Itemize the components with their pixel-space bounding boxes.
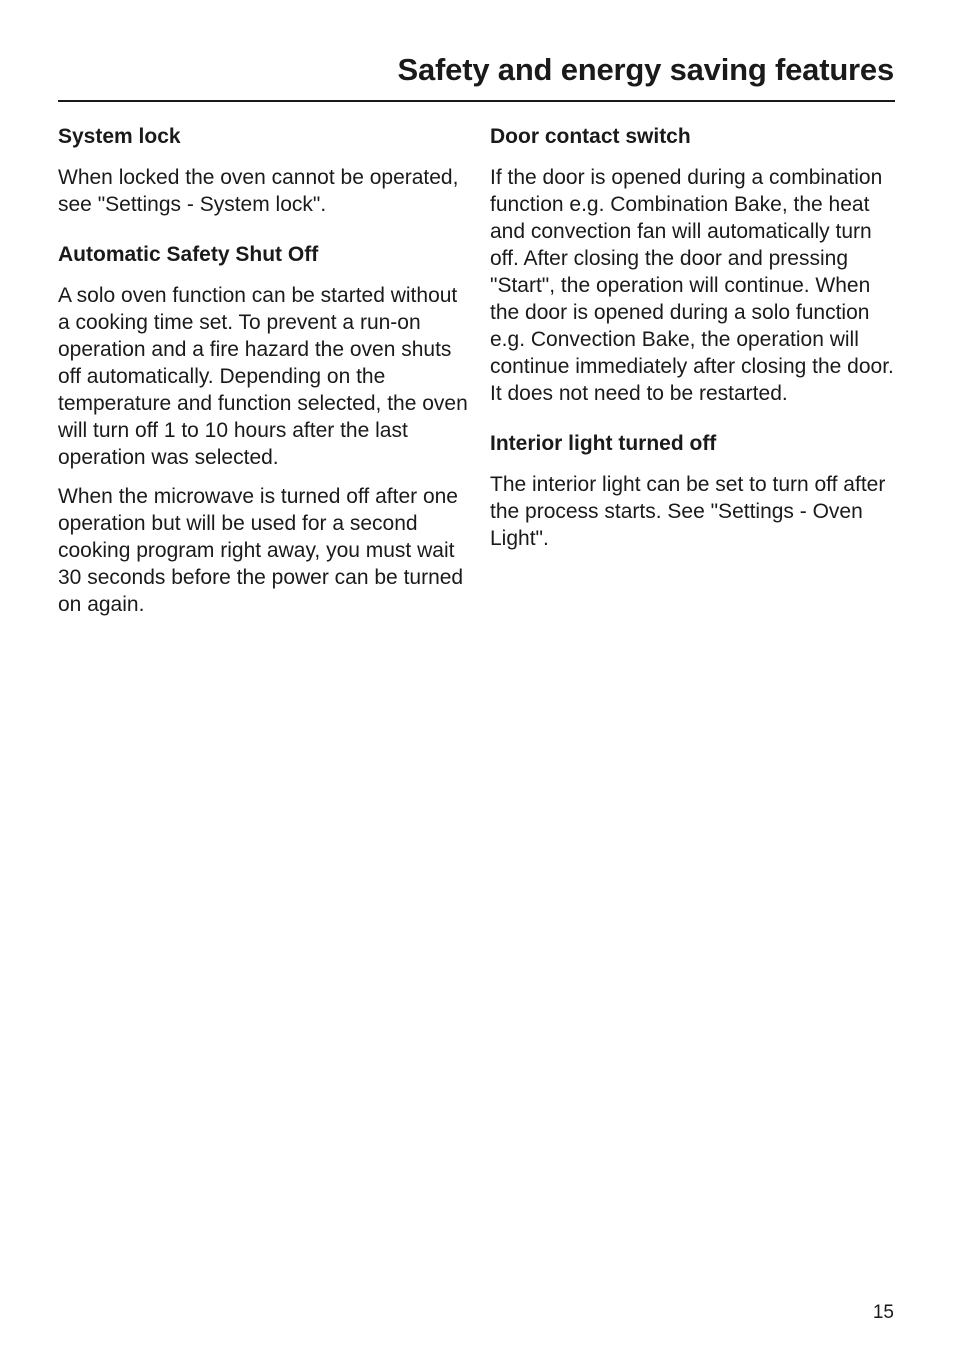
left-column <box>58 122 468 640</box>
section-paragraph: When locked the oven cannot be operated, see "Settings - System lock". <box>58 166 459 216</box>
section-paragraph: A solo oven function can be started without a cooking time set. To prevent a run-on operation and a fire hazard the oven shuts off automatically. Depending on the temperature and function selected, the oven will turn off 1 to 10 hours after the last operation was selected. <box>58 284 468 469</box>
page-number: 15 <box>872 1302 894 1323</box>
right-column <box>490 122 895 574</box>
section-paragraph: The interior light can be set to turn off after the process starts. See "Settings - Oven Light". <box>490 473 886 550</box>
section-heading: Interior light turned off <box>490 432 717 455</box>
section-heading: Automatic Safety Shut Off <box>58 243 319 266</box>
page-title: Safety and energy saving features <box>397 52 894 87</box>
section-system-lock <box>58 122 468 218</box>
section-interior-light-turned-off <box>490 429 895 552</box>
section-heading: Door contact switch <box>490 125 691 148</box>
section-heading: System lock <box>58 125 181 148</box>
section-automatic-safety-shut-off <box>58 240 468 618</box>
section-door-contact-switch <box>490 122 895 407</box>
section-paragraph: When the microwave is turned off after one operation but will be used for a second cooking program right away, you must wait 30 seconds before the power can be turned on again. <box>58 485 464 616</box>
section-paragraph: If the door is opened during a combination function e.g. Combination Bake, the heat and convection fan will automatically turn off. After closing the door and pressing "Start", the operation will continue. When the door is opened during a solo function e.g. Convection Bake, the operation will continue immediately after closing the door. It does not need to be restarted. <box>490 166 894 405</box>
header-divider <box>58 100 895 102</box>
